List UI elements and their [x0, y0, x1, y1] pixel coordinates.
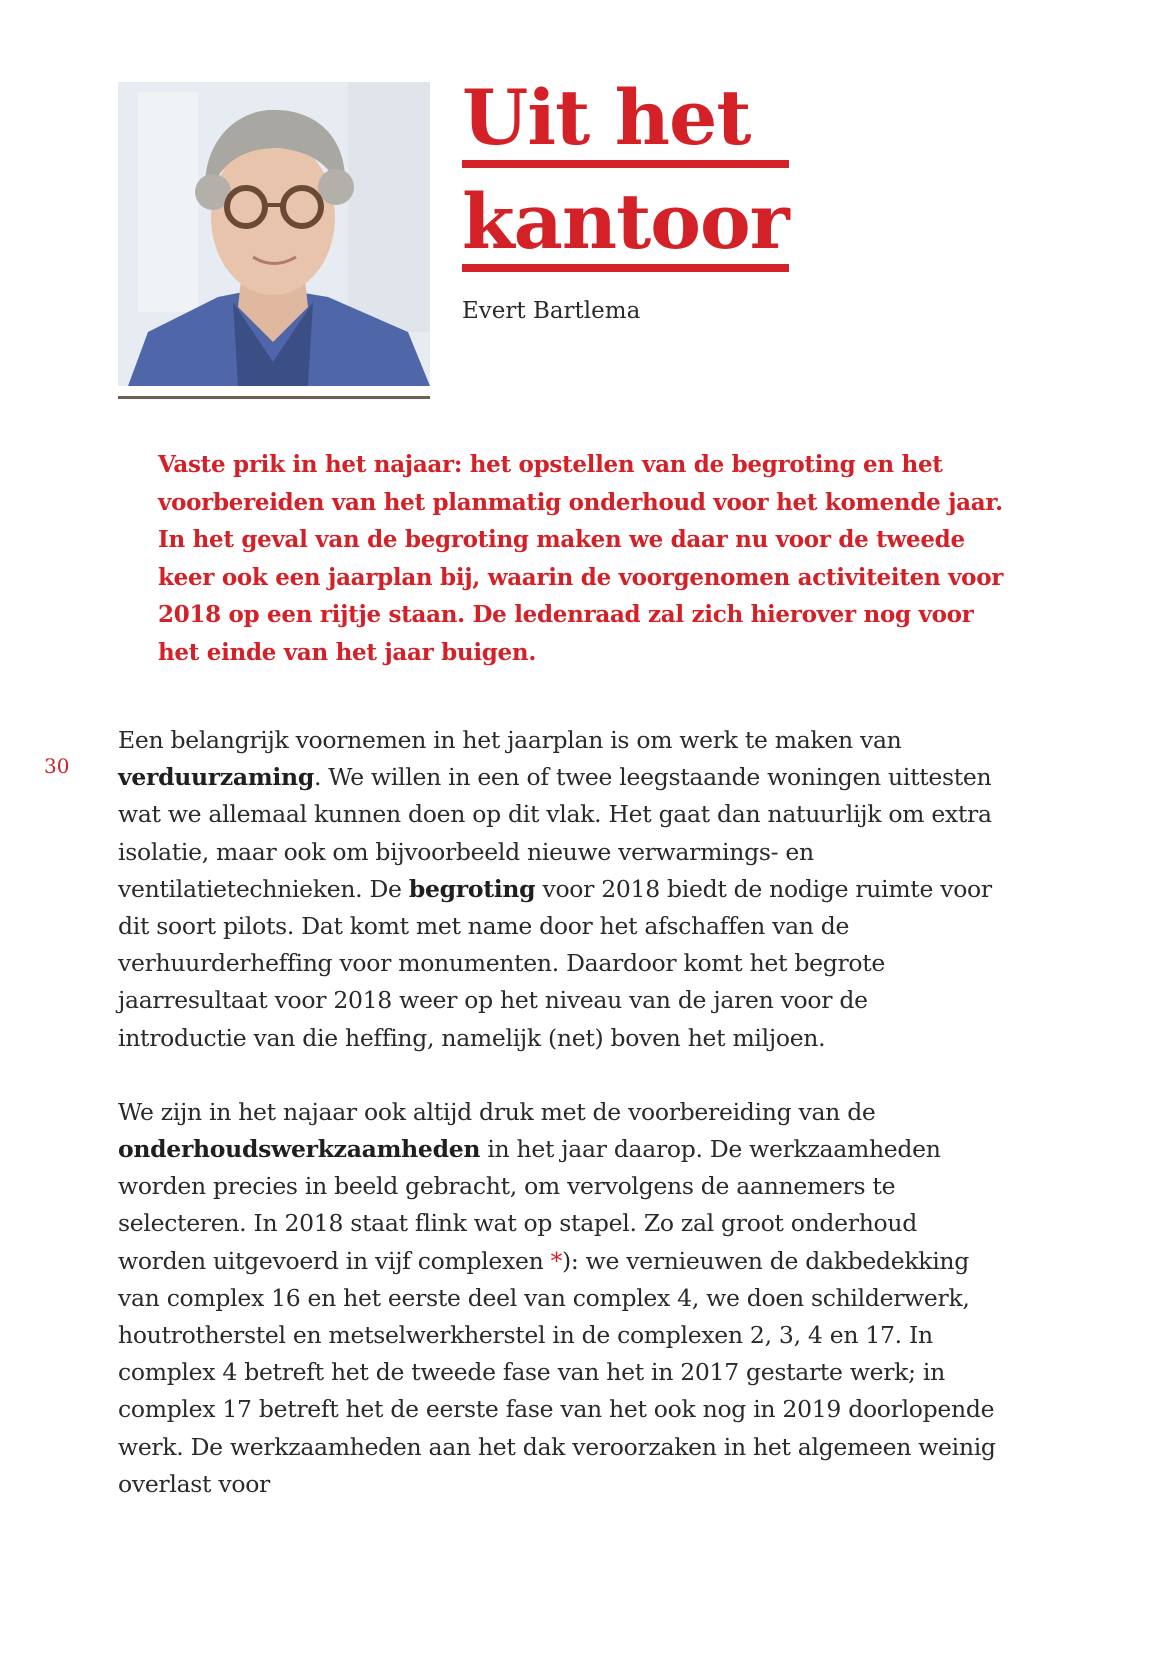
bold-term-onderhoudswerkzaamheden: onderhoudswerkzaamheden	[118, 1135, 481, 1164]
footnote-asterisk: *	[550, 1246, 563, 1275]
body-paragraph-2	[118, 1094, 998, 1503]
bold-term-begroting: begroting	[408, 874, 536, 903]
text-run: voor 2018 biedt de nodige ruimte voor dit soort pilots. Dat komt met name door het afschaffen van de verhuurderheffing voor monumenten. Daardoor komt het begrote jaarresultaat voor 2018 weer op het niveau van de jaren voor de introductie van die heffing, namelijk (net) boven het miljoen.	[118, 874, 992, 1052]
photo-divider	[118, 396, 430, 399]
text-run: in het jaar daarop. De werkzaamheden worden precies in beeld gebracht, om vervolgens de aannemers te selecteren. In 2018 staat flink wat op stapel. Zo zal groot onderhoud worden uitgevoerd in vijf complexen	[118, 1135, 941, 1275]
title-line-1	[462, 73, 789, 178]
title-text-1: Uit het	[462, 73, 751, 162]
lead-paragraph: Vaste prik in het najaar: het opstellen van de begroting en het voorbereiden van het planmatig onderhoud voor het komende jaar. In het geval van de begroting maken we daar nu voor de tweede keer ook een jaarplan bij, waarin de voorgenomen activiteiten voor 2018 op een rijtje staan. De ledenraad zal zich hierover nog voor het einde van het jaar buigen.	[158, 451, 1004, 666]
title-text-2: kantoor	[462, 177, 789, 266]
article-body	[118, 722, 998, 1540]
text-run: We zijn in het najaar ook altijd druk met de voorbereiding van de	[118, 1097, 876, 1126]
author-name: Evert Bartlema	[462, 298, 641, 324]
text-run: . We willen in een of twee leegstaande woningen uittesten wat we allemaal kunnen doen op dit vlak. Het gaat dan natuurlijk om extra isolatie, maar ook om bijvoorbeeld nieuwe verwarmings- en ventilatietechnieken. De	[118, 763, 992, 903]
text-run: ): we vernieuwen de dakbedekking van complex 16 en het eerste deel van complex 4, we doen schilderwerk, houtrotherstel en metselwerkherstel in de complexen 2, 3, 4 en 17. In complex 4 betreft het de tweede fase van het in 2017 gestarte werk; in complex 17 betreft het de eerste fase van het ook nog in 2019 doorlopende werk. De werkzaamheden aan het dak veroorzaken in het algemeen weinig overlast voor	[118, 1246, 996, 1498]
text-run: Een belangrijk voornemen in het jaarplan is om werk te maken van	[118, 726, 902, 754]
bold-term-verduurzaming: verduurzaming	[118, 763, 314, 792]
author-photo	[118, 82, 430, 386]
page-title	[462, 73, 789, 282]
portrait-illustration	[118, 82, 430, 386]
title-line-2	[462, 177, 789, 282]
body-paragraph-1	[118, 722, 998, 1057]
page-number: 30	[44, 754, 70, 778]
